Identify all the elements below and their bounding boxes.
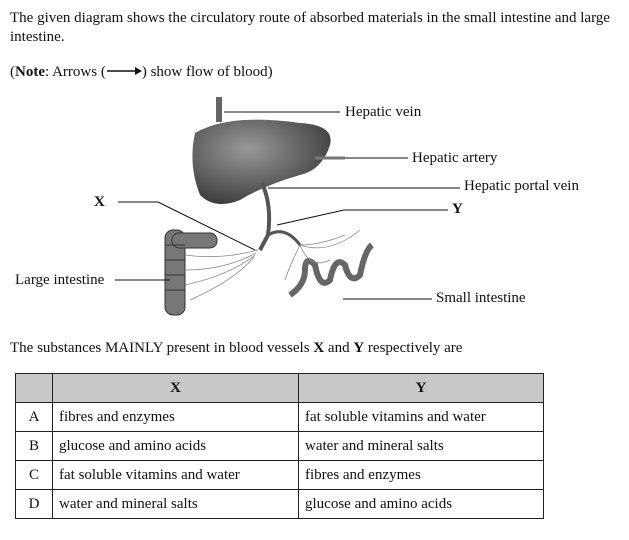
- option-label: A: [16, 403, 53, 432]
- note-text: (Note: Arrows ( ) show flow of blood): [10, 64, 273, 80]
- header-x: X: [53, 374, 299, 403]
- cell-y: glucose and amino acids: [299, 490, 544, 519]
- option-label: D: [16, 490, 53, 519]
- table-row: [16, 490, 544, 519]
- cell-y: fibres and enzymes: [299, 461, 544, 490]
- option-label: B: [16, 432, 53, 461]
- cell-x: glucose and amino acids: [53, 432, 299, 461]
- hepatic-portal-vein: [260, 183, 269, 250]
- answer-table: [15, 373, 544, 519]
- large-intestine: [165, 230, 217, 315]
- label-hepatic-artery: Hepatic artery: [412, 150, 498, 166]
- cell-x: water and mineral salts: [53, 490, 299, 519]
- table-row: [16, 403, 544, 432]
- cell-y: fat soluble vitamins and water: [299, 403, 544, 432]
- cell-x: fat soluble vitamins and water: [53, 461, 299, 490]
- cell-y: water and mineral salts: [299, 432, 544, 461]
- cell-x: fibres and enzymes: [53, 403, 299, 432]
- arrow-icon: [106, 66, 142, 76]
- label-large-intestine: Large intestine: [15, 272, 105, 288]
- header-option: [16, 374, 53, 403]
- intro-text: The given diagram shows the circulatory route of absorbed materials in the small intestine and large intestine.: [10, 10, 610, 45]
- table-header-row: [16, 374, 544, 403]
- label-x: X: [94, 194, 105, 210]
- small-intestine: [290, 245, 372, 295]
- table-row: [16, 432, 544, 461]
- note-label: Note: [15, 64, 45, 80]
- table-row: [16, 461, 544, 490]
- liver: [192, 120, 330, 204]
- hepatic-vein: [216, 97, 222, 122]
- option-label: C: [16, 461, 53, 490]
- label-y: Y: [452, 201, 463, 217]
- label-hepatic-portal-vein: Hepatic portal vein: [464, 178, 579, 194]
- label-hepatic-vein: Hepatic vein: [345, 104, 422, 120]
- label-small-intestine: Small intestine: [436, 290, 526, 306]
- question-text: The substances MAINLY present in blood vessels X and Y respectively are: [10, 340, 463, 356]
- header-y: Y: [299, 374, 544, 403]
